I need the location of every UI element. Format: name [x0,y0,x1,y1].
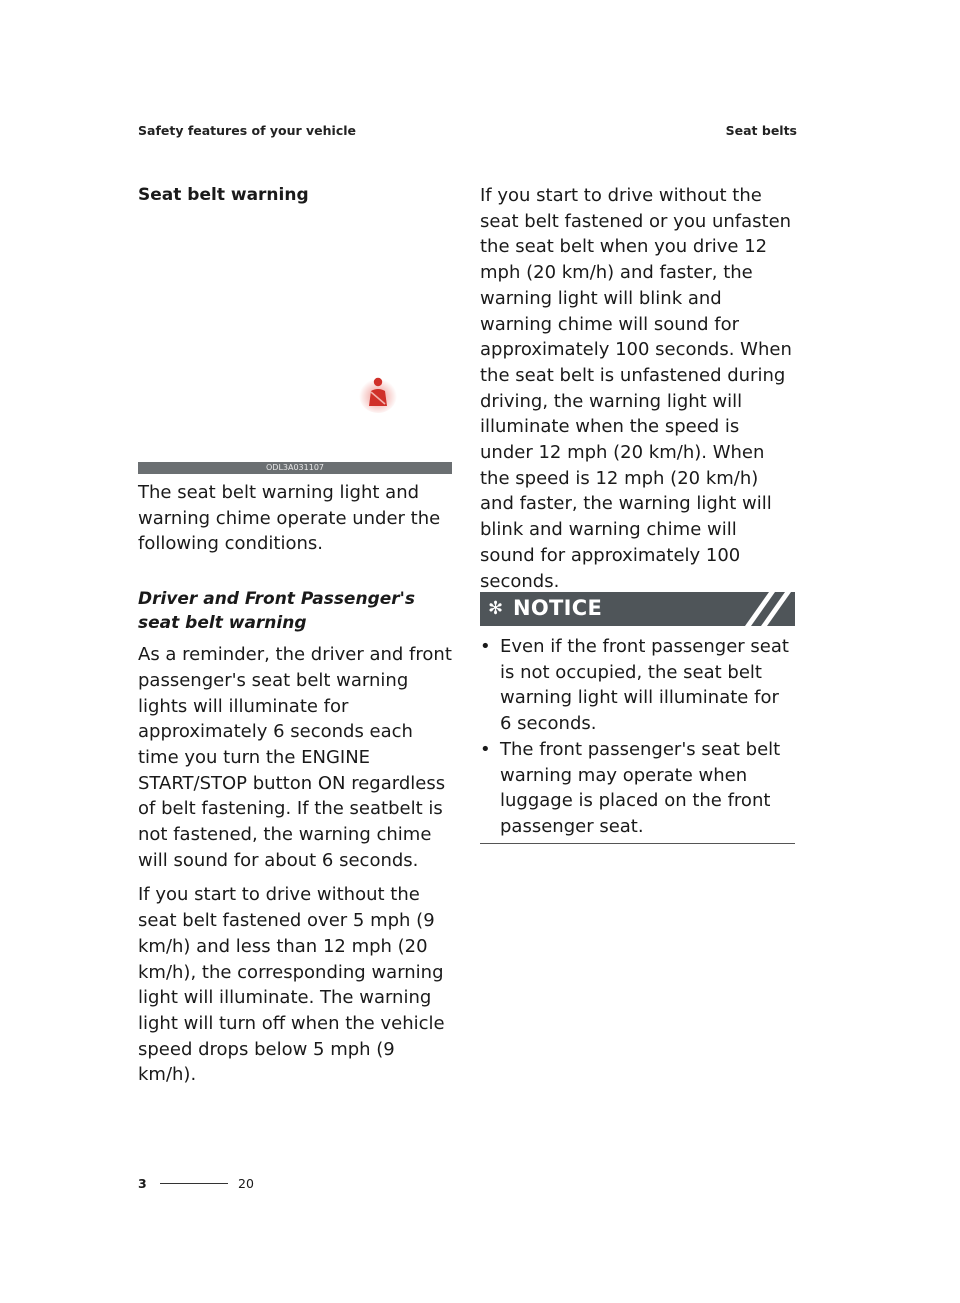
notice-list [480,634,795,840]
intro-paragraph: The seat belt warning light and warning chime operate under the following conditions. [138,482,441,555]
footer-page-number: 20 [238,1176,254,1191]
section-title: Seat belt warning [138,185,309,205]
running-header-section: Safety features of your vehicle [138,123,356,138]
list-item [480,737,795,840]
footer-divider [160,1183,228,1184]
list-item [480,634,795,737]
bullet-icon: • [480,738,491,760]
paragraph-speed-warning: If you start to drive without the seat belt fastened over 5 mph (9 km/h) and less than 12 mph (20 km/h), the corresponding warning light will illuminate. The warning light will turn off when the vehicle speed drops below 5 mph (9 km/h). [138,884,445,1086]
notice-bar [480,592,795,626]
right-column-text [480,183,796,594]
notice-item-text: Even if the front passenger seat is not occupied, the seat belt warning light will illuminate for 6 seconds. [500,636,789,735]
asterisk-icon: ✻ [488,598,504,619]
notice-label: NOTICE [513,596,603,620]
running-header-topic: Seat belts [725,123,797,138]
bullet-icon: • [480,636,491,657]
footer-chapter: 3 [138,1176,147,1191]
paragraph-driver-warning: As a reminder, the driver and front passenger's seat belt warning lights will illuminate for approximately 6 seconds each time you turn the ENGINE START/STOP button ON regardless of belt fastening. If the seatbelt is not fastened, the warning chime will sound for about 6 seconds. [138,644,452,871]
stripes-icon [739,592,795,626]
notice-item-text: The front passenger's seat belt warning may operate when luggage is placed on the front passenger seat. [500,738,781,837]
notice-end-rule [480,843,795,844]
left-column-text [138,480,454,1088]
subheading: Driver and Front Passenger's seat belt warning [138,589,415,634]
paragraph-blink-warning: If you start to drive without the seat belt fastened or you unfasten the seat belt when you drive 12 mph (20 km/h) and faster, the warning light will blink and warning chime will sound for approximately 100 seconds. When the seat belt is unfastened during driving, the warning light will illuminate when the speed is under 12 mph (20 km/h). When the speed is 12 mph (20 km/h) and faster, the warning light will blink and warning chime will sound for approximately 100 seconds. [480,185,792,592]
warning-light-figure [138,215,452,462]
figure-caption: ODL3A031107 [138,462,452,474]
seatbelt-warning-icon [358,372,398,414]
